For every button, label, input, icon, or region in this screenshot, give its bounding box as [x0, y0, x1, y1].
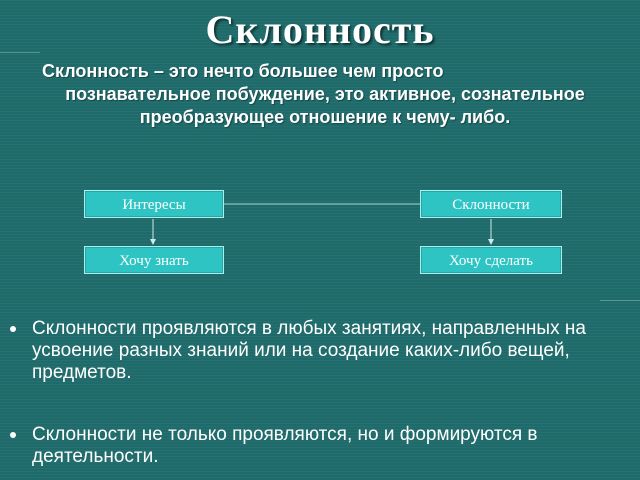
- box-interests: Интересы: [84, 190, 224, 218]
- bullet-list: [8, 318, 628, 480]
- bullet-item: [8, 424, 628, 468]
- bullet-dot-icon: [10, 326, 16, 332]
- bullet-text: Склонности проявляются в любых занятиях, направленных на усвоение разных знаний или на создание каких-либо вещей, предметов.: [32, 318, 586, 383]
- bullet-dot-icon: [10, 432, 16, 438]
- bullet-text: Склонности не только проявляются, но и формируются в деятельности.: [32, 424, 538, 467]
- box-want-to-know: Хочу знать: [84, 246, 224, 274]
- decorative-line-top: [0, 52, 40, 53]
- bullet-item: [8, 318, 628, 384]
- box-want-to-do: Хочу сделать: [420, 246, 562, 274]
- definition-line-1: Склонность – это нечто большее чем просто: [42, 61, 444, 81]
- definition-line-rest: познавательное побуждение, это активное, сознательное преобразующее отношение к чему- либо.: [65, 84, 585, 127]
- box-inclinations: Склонности: [420, 190, 562, 218]
- decorative-line-bottom: [600, 300, 640, 301]
- arrowhead-right: [488, 239, 494, 245]
- definition-text: [30, 60, 620, 129]
- slide-title: Склонность: [205, 7, 435, 52]
- arrowhead-left: [150, 239, 156, 245]
